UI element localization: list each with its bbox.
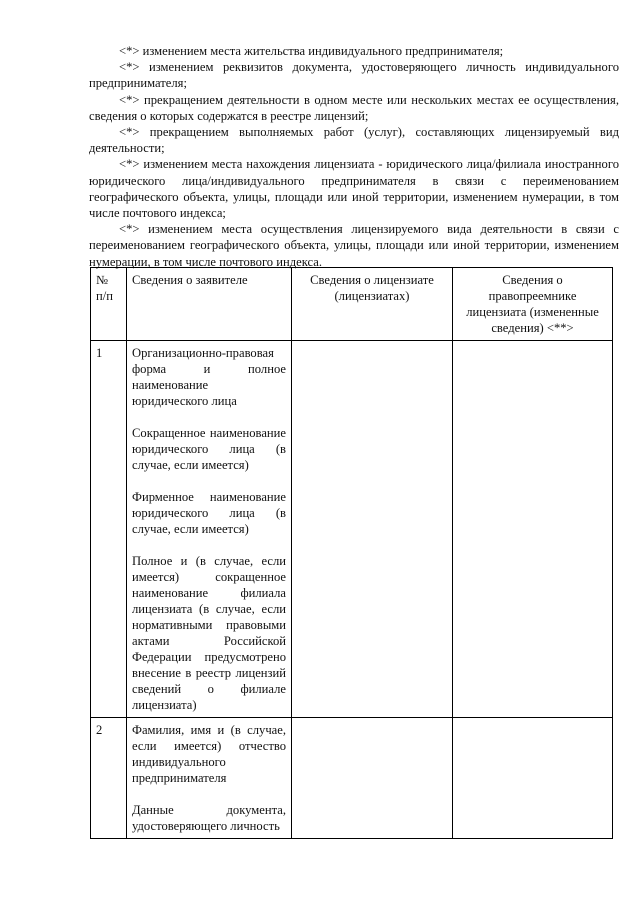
table-row bbox=[91, 341, 613, 718]
intro-item: <*> изменением места нахождения лицензиата - юридического лица/филиала иностранного юридического лица/индивидуального предпринимателя в связи с переименованием географического объекта, улицы, площади или иной территории, изменением нумерации, в том числе почтового индекса; bbox=[89, 157, 619, 221]
header-applicant: Сведения о заявителе bbox=[127, 268, 292, 341]
successor-cell[interactable] bbox=[453, 341, 613, 718]
table-row bbox=[91, 718, 613, 839]
field-label: Сокращенное наименование юридического лица (в случае, если имеется) bbox=[132, 426, 286, 472]
field-label: Данные документа, удостоверяющего личность bbox=[132, 803, 286, 833]
intro-item: <*> прекращением деятельности в одном месте или нескольких местах ее осуществления, сведения о которых содержатся в реестре лицензий; bbox=[89, 92, 619, 123]
license-info-table bbox=[90, 267, 613, 839]
successor-cell[interactable] bbox=[453, 718, 613, 839]
field-label: Организационно-правовая форма и полное наименование юридического лица bbox=[132, 346, 286, 408]
intro-list bbox=[89, 43, 619, 270]
field-label: Фамилия, имя и (в случае, если имеется) отчество индивидуального предпринимателя bbox=[132, 723, 286, 785]
row-number: 2 bbox=[91, 718, 127, 839]
header-successor: Сведения о правопреемнике лицензиата (измененные сведения) <**> bbox=[453, 268, 613, 341]
licensee-cell[interactable] bbox=[292, 718, 453, 839]
applicant-cell bbox=[127, 341, 292, 718]
table-header-row bbox=[91, 268, 613, 341]
applicant-cell bbox=[127, 718, 292, 839]
intro-item: <*> изменением реквизитов документа, удостоверяющего личность индивидуального предпринимателя; bbox=[89, 60, 619, 91]
field-label: Полное и (в случае, если имеется) сокращенное наименование филиала лицензиата (в случае, если нормативными правовыми актами Российской Федерации предусмотрено внесение в реестр лицензий сведений о филиале лицензиата) bbox=[132, 554, 286, 712]
licensee-cell[interactable] bbox=[292, 341, 453, 718]
intro-item: <*> изменением места осуществления лицензируемого вида деятельности в связи с переименованием географического объекта, улицы, площади или иной территории, изменением нумерации, в том числе почтового индекса. bbox=[89, 222, 619, 269]
header-licensee: Сведения о лицензиате (лицензиатах) bbox=[292, 268, 453, 341]
header-number: № п/п bbox=[91, 268, 127, 341]
intro-item: <*> прекращением выполняемых работ (услуг), составляющих лицензируемый вид деятельности; bbox=[89, 125, 619, 156]
field-label: Фирменное наименование юридического лица (в случае, если имеется) bbox=[132, 490, 286, 536]
row-number: 1 bbox=[91, 341, 127, 718]
intro-item: <*> изменением места жительства индивидуального предпринимателя; bbox=[119, 44, 504, 58]
